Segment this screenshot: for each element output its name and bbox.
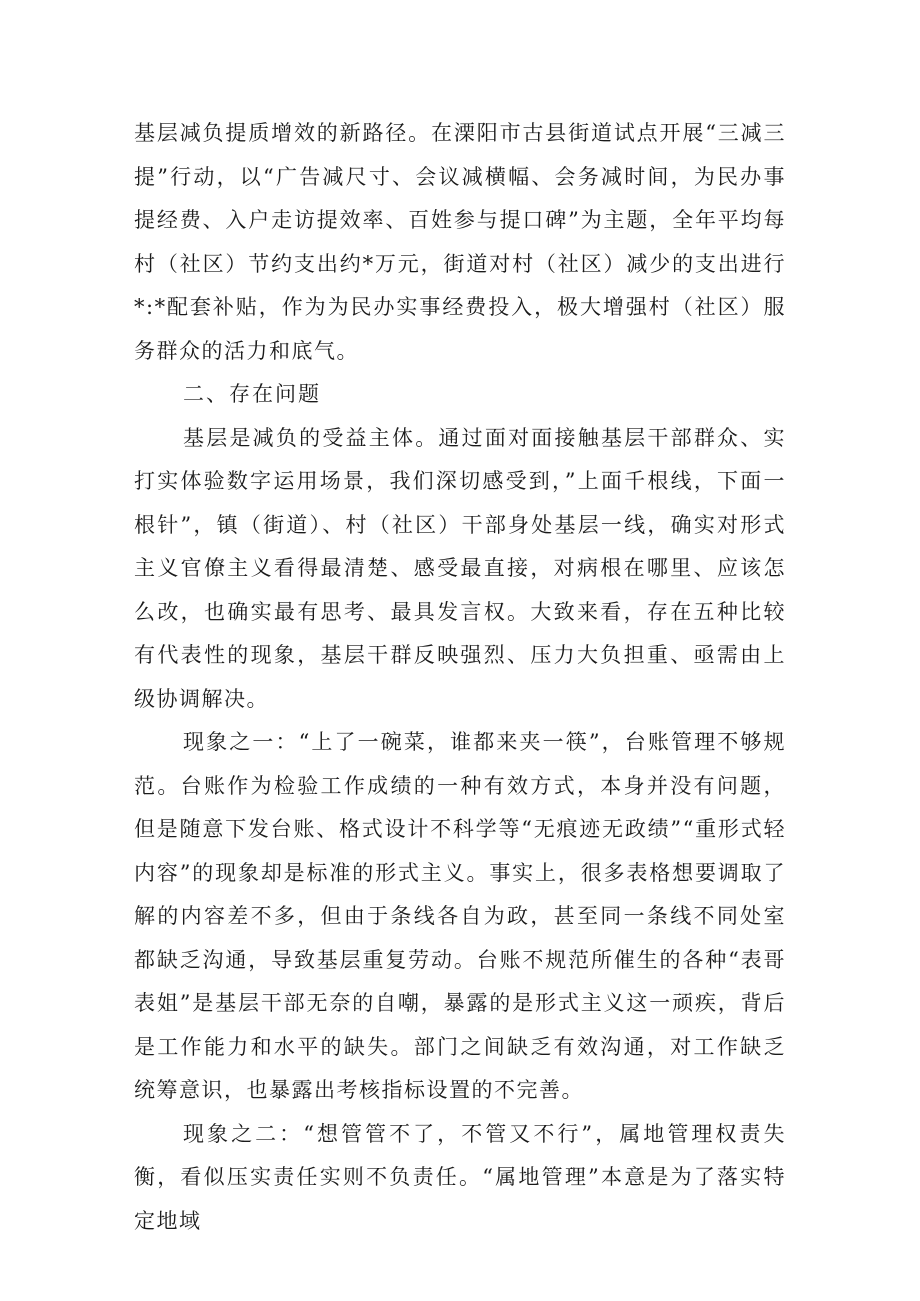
- section-heading: 二、存在问题: [183, 382, 321, 406]
- document-body: [134, 112, 786, 1243]
- paragraph-intro: 基层是减负的受益主体。通过面对面接触基层干部群众、实打实体验数字运用场景，我们深切感受到，”上面千根线，下面一根针”，镇（街道）、村（社区）干部身处基层一线，确实对形式主义官僚主义看得最清楚、感受最直接，对病根在哪里、应该怎么改，也确实最有思考、最具发言权。大致来看，存在五种比较有代表性的现象，基层干群反映强烈、压力大负担重、亟需由上级协调解决。: [134, 425, 786, 711]
- paragraph-phenomenon-1: 现象之一：“上了一碗菜，谁都来夹一筷”，台账管理不够规范。台账作为检验工作成绩的一种有效方式，本身并没有问题，但是随意下发台账、格式设计不科学等“无痕迹无政绩”“重形式轻内容”的现象却是标准的形式主义。事实上，很多表格想要调取了解的内容差不多，但由于条线各自为政，甚至同一条线不同处室都缺乏沟通，导致基层重复劳动。台账不规范所催生的各种“表哥表姐”是基层干部无奈的自嘲，暴露的是形式主义这一顽疾，背后是工作能力和水平的缺失。部门之间缺乏有效沟通，对工作缺乏统筹意识，也暴露出考核指标设置的不完善。: [134, 730, 786, 1102]
- paragraph-continuation: 基层减负提质增效的新路径。在溧阳市古县街道试点开展“三减三提”行动，以“广告减尺寸、会议减横幅、会务减时间，为民办事提经费、入户走访提效率、百姓参与提口碑”为主题，全年平均每村（社区）节约支出约*万元，街道对村（社区）减少的支出进行*:*配套补贴，作为为民办实事经费投入，极大增强村（社区）服务群众的活力和底气。: [134, 121, 786, 363]
- paragraph-phenomenon-2: 现象之二：“想管管不了，不管又不行”，属地管理权责失衡，看似压实责任实则不负责任。“属地管理”本意是为了落实特定地域: [134, 1121, 786, 1233]
